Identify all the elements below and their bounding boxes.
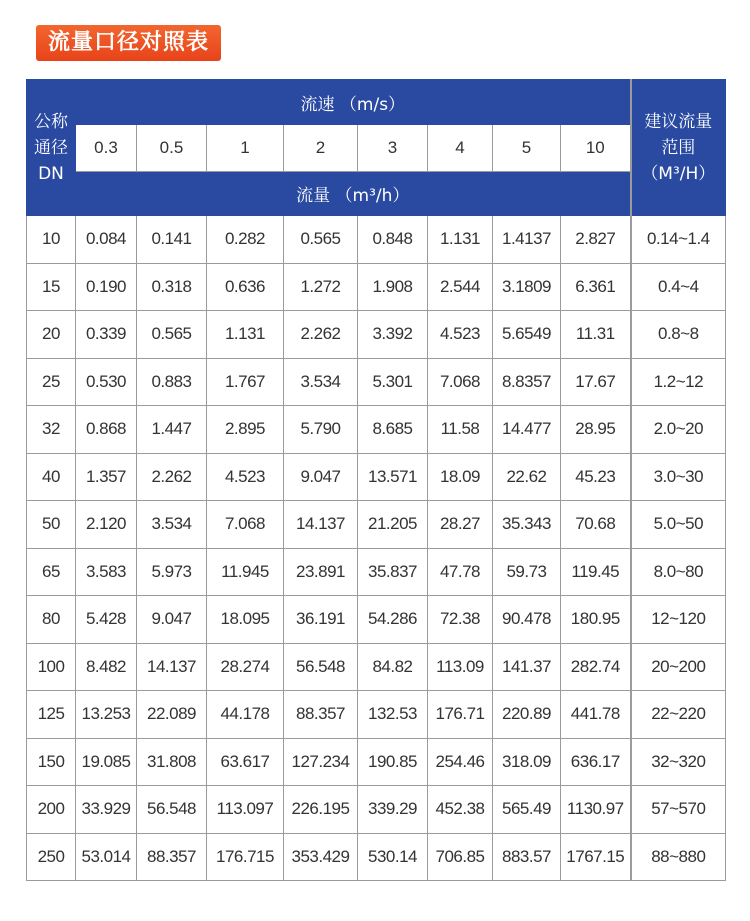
flow-cell: 5.301 [358,358,428,406]
dn-cell: 150 [27,738,76,786]
flow-cell: 72.38 [428,596,493,644]
dn-cell: 50 [27,501,76,549]
range-cell: 3.0~30 [631,453,726,501]
recommended-range-header: 建议流量 范围 （M³/H） [631,80,726,216]
flow-cell: 31.808 [137,738,207,786]
flow-cell: 2.120 [76,501,137,549]
flow-cell: 254.46 [428,738,493,786]
dn-cell: 10 [27,216,76,264]
dn-cell: 250 [27,833,76,881]
flow-cell: 11.945 [207,548,284,596]
flow-cell: 2.262 [137,453,207,501]
dn-cell: 20 [27,311,76,359]
flow-cell: 1130.97 [561,786,631,834]
flow-cell: 28.27 [428,501,493,549]
flow-cell: 84.82 [358,643,428,691]
table-row [27,406,726,454]
flow-cell: 0.282 [207,216,284,264]
range-cell: 22~220 [631,691,726,739]
dn-cell: 80 [27,596,76,644]
table-row [27,453,726,501]
flow-cell: 3.583 [76,548,137,596]
flow-cell: 13.571 [358,453,428,501]
range-cell: 88~880 [631,833,726,881]
range-cell: 0.14~1.4 [631,216,726,264]
flow-cell: 28.274 [207,643,284,691]
table-row [27,358,726,406]
table-row [27,216,726,264]
flow-cell: 2.827 [561,216,631,264]
flow-cell: 2.262 [284,311,358,359]
velocity-cell: 5 [493,125,561,172]
flow-cell: 8.482 [76,643,137,691]
dn-cell: 32 [27,406,76,454]
flow-cell: 45.23 [561,453,631,501]
flow-cell: 70.68 [561,501,631,549]
flow-cell: 14.137 [284,501,358,549]
flow-cell: 5.790 [284,406,358,454]
flow-cell: 63.617 [207,738,284,786]
table-row [27,643,726,691]
flow-cell: 5.428 [76,596,137,644]
flow-cell: 35.343 [493,501,561,549]
flow-cell: 127.234 [284,738,358,786]
flow-cell: 132.53 [358,691,428,739]
velocity-cell: 3 [358,125,428,172]
flow-cell: 53.014 [76,833,137,881]
table-row [27,311,726,359]
flow-cell: 56.548 [284,643,358,691]
range-cell: 0.4~4 [631,263,726,311]
dn-cell: 40 [27,453,76,501]
flow-cell: 0.530 [76,358,137,406]
range-cell: 12~120 [631,596,726,644]
flow-cell: 883.57 [493,833,561,881]
flow-cell: 3.392 [358,311,428,359]
flow-cell: 353.429 [284,833,358,881]
flow-cell: 88.357 [284,691,358,739]
flow-cell: 530.14 [358,833,428,881]
flow-cell: 113.09 [428,643,493,691]
flow-cell: 0.565 [137,311,207,359]
flow-cell: 22.089 [137,691,207,739]
range-cell: 20~200 [631,643,726,691]
velocity-header: 流速 （m/s） [76,80,631,125]
flow-caliber-table [26,79,726,881]
flow-cell: 0.848 [358,216,428,264]
flow-cell: 0.141 [137,216,207,264]
flow-cell: 54.286 [358,596,428,644]
flow-cell: 1.272 [284,263,358,311]
flow-cell: 636.17 [561,738,631,786]
flow-cell: 0.084 [76,216,137,264]
flow-cell: 0.190 [76,263,137,311]
flow-cell: 1.447 [137,406,207,454]
dn-cell: 200 [27,786,76,834]
flow-cell: 180.95 [561,596,631,644]
flow-cell: 0.636 [207,263,284,311]
flow-cell: 565.49 [493,786,561,834]
flow-cell: 17.67 [561,358,631,406]
flow-cell: 1.767 [207,358,284,406]
flow-header: 流量 （m³/h） [76,172,631,216]
flow-cell: 9.047 [284,453,358,501]
flow-cell: 8.685 [358,406,428,454]
flow-cell: 452.38 [428,786,493,834]
flow-cell: 44.178 [207,691,284,739]
flow-cell: 28.95 [561,406,631,454]
table-row [27,833,726,881]
range-cell: 1.2~12 [631,358,726,406]
table-row [27,596,726,644]
flow-cell: 7.068 [207,501,284,549]
flow-cell: 11.58 [428,406,493,454]
flow-cell: 2.544 [428,263,493,311]
flow-cell: 1.357 [76,453,137,501]
flow-cell: 176.715 [207,833,284,881]
flow-cell: 21.205 [358,501,428,549]
flow-cell: 59.73 [493,548,561,596]
velocity-cell: 4 [428,125,493,172]
table-row [27,548,726,596]
flow-cell: 6.361 [561,263,631,311]
flow-cell: 220.89 [493,691,561,739]
flow-cell: 119.45 [561,548,631,596]
flow-cell: 1767.15 [561,833,631,881]
flow-cell: 9.047 [137,596,207,644]
flow-cell: 0.318 [137,263,207,311]
range-cell: 57~570 [631,786,726,834]
flow-cell: 35.837 [358,548,428,596]
flow-cell: 2.895 [207,406,284,454]
flow-cell: 90.478 [493,596,561,644]
page-title: 流量口径对照表 [36,25,221,61]
flow-cell: 0.883 [137,358,207,406]
flow-cell: 5.973 [137,548,207,596]
flow-cell: 282.74 [561,643,631,691]
flow-cell: 14.137 [137,643,207,691]
dn-cell: 125 [27,691,76,739]
flow-cell: 56.548 [137,786,207,834]
table-row [27,501,726,549]
flow-cell: 141.37 [493,643,561,691]
flow-cell: 318.09 [493,738,561,786]
flow-cell: 7.068 [428,358,493,406]
velocity-cell: 10 [561,125,631,172]
range-cell: 0.8~8 [631,311,726,359]
flow-cell: 11.31 [561,311,631,359]
flow-cell: 441.78 [561,691,631,739]
flow-cell: 33.929 [76,786,137,834]
dn-cell: 65 [27,548,76,596]
flow-cell: 23.891 [284,548,358,596]
flow-cell: 1.4137 [493,216,561,264]
range-cell: 8.0~80 [631,548,726,596]
dn-header: 公称 通径 DN [27,80,76,216]
velocity-cell: 1 [207,125,284,172]
flow-cell: 226.195 [284,786,358,834]
flow-cell: 13.253 [76,691,137,739]
flow-cell: 18.095 [207,596,284,644]
velocity-cell: 0.3 [76,125,137,172]
flow-cell: 0.868 [76,406,137,454]
flow-cell: 1.131 [428,216,493,264]
flow-cell: 4.523 [428,311,493,359]
flow-cell: 3.534 [284,358,358,406]
velocity-cell: 0.5 [137,125,207,172]
flow-cell: 14.477 [493,406,561,454]
flow-cell: 1.908 [358,263,428,311]
flow-cell: 0.565 [284,216,358,264]
flow-cell: 113.097 [207,786,284,834]
flow-cell: 19.085 [76,738,137,786]
table-row [27,786,726,834]
flow-cell: 36.191 [284,596,358,644]
range-cell: 32~320 [631,738,726,786]
flow-cell: 0.339 [76,311,137,359]
dn-cell: 15 [27,263,76,311]
flow-cell: 5.6549 [493,311,561,359]
flow-cell: 18.09 [428,453,493,501]
flow-cell: 3.1809 [493,263,561,311]
table-row [27,691,726,739]
flow-cell: 190.85 [358,738,428,786]
flow-cell: 706.85 [428,833,493,881]
flow-cell: 176.71 [428,691,493,739]
flow-cell: 8.8357 [493,358,561,406]
flow-cell: 339.29 [358,786,428,834]
range-cell: 5.0~50 [631,501,726,549]
velocity-cell: 2 [284,125,358,172]
range-cell: 2.0~20 [631,406,726,454]
flow-cell: 3.534 [137,501,207,549]
table-row [27,263,726,311]
flow-cell: 88.357 [137,833,207,881]
dn-cell: 100 [27,643,76,691]
flow-cell: 4.523 [207,453,284,501]
flow-cell: 47.78 [428,548,493,596]
flow-cell: 22.62 [493,453,561,501]
flow-cell: 1.131 [207,311,284,359]
dn-cell: 25 [27,358,76,406]
table-row [27,738,726,786]
